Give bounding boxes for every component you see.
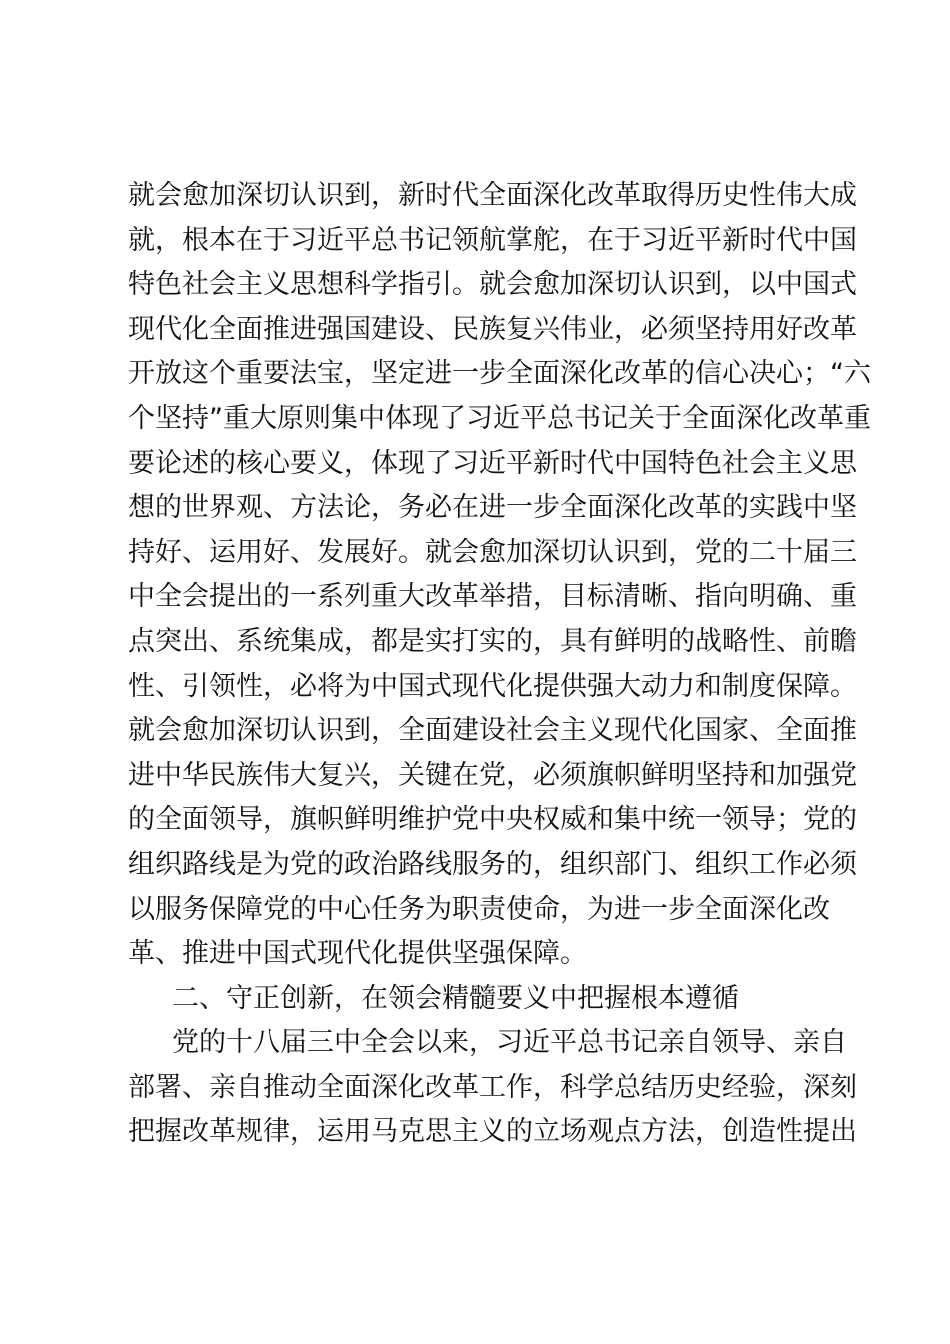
- text-line: 把握改革规律，运用马克思主义的立场观点方法，创造性提出: [128, 1116, 857, 1148]
- text-line: 就会愈加深切认识到，全面建设社会主义现代化国家、全面推: [128, 715, 857, 747]
- text-line: 性、引领性，必将为中国式现代化提供强大动力和制度保障。: [128, 670, 857, 702]
- text-line: 部署、亲自推动全面深化改革工作，科学总结历史经验，深刻: [128, 1071, 857, 1103]
- text-line: 组织路线是为党的政治路线服务的，组织部门、组织工作必须: [128, 848, 857, 880]
- text-line: 开放这个重要法宝，坚定进一步全面深化改革的信心决心；“六: [128, 358, 871, 390]
- text-line: 的全面领导，旗帜鲜明维护党中央权威和集中统一领导；党的: [128, 804, 857, 836]
- text-line: 想的世界观、方法论，务必在进一步全面深化改革的实践中坚: [128, 492, 857, 524]
- text-line: 以服务保障党的中心任务为职责使命，为进一步全面深化改: [128, 893, 830, 925]
- document-body: [128, 174, 871, 1155]
- text-line: 就，根本在于习近平总书记领航掌舵，在于习近平新时代中国: [128, 224, 857, 256]
- text-line: 党的十八届三中全会以来，习近平总书记亲自领导、亲自: [172, 1027, 847, 1059]
- text-line: 个坚持”重大原则集中体现了习近平总书记关于全面深化改革重: [128, 402, 871, 434]
- text-line: 点突出、系统集成，都是实打实的，具有鲜明的战略性、前瞻: [128, 625, 857, 657]
- text-line: 要论述的核心要义，体现了习近平新时代中国特色社会主义思: [128, 447, 857, 479]
- text-line: 持好、运用好、发展好。就会愈加深切认识到，党的二十届三: [128, 536, 857, 568]
- text-line: 现代化全面推进强国建设、民族复兴伟业，必须坚持用好改革: [128, 313, 857, 345]
- text-line: 革、推进中国式现代化提供坚强保障。: [128, 938, 587, 970]
- text-line: 特色社会主义思想科学指引。就会愈加深切认识到，以中国式: [128, 269, 857, 301]
- text-line: 就会愈加深切认识到，新时代全面深化改革取得历史性伟大成: [128, 180, 857, 211]
- text-line: 进中华民族伟大复兴，关键在党，必须旗帜鲜明坚持和加强党: [128, 759, 857, 791]
- text-line: 中全会提出的一系列重大改革举措，目标清晰、指向明确、重: [128, 581, 857, 613]
- section-heading: 二、守正创新，在领会精髓要义中把握根本遵循: [172, 982, 739, 1014]
